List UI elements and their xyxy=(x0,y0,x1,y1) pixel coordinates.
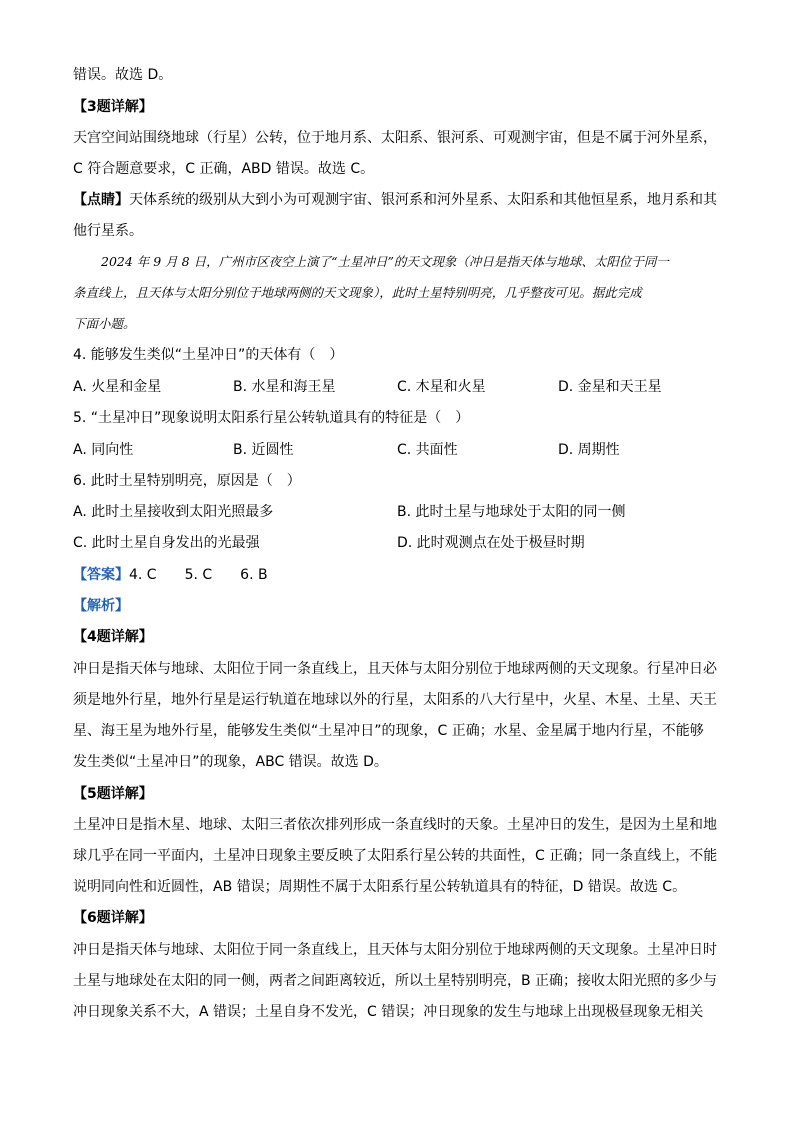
answer-label: 【答案】 xyxy=(73,567,129,583)
analysis-label: 【解析】 xyxy=(73,598,129,614)
q3-body-line: C 符合题意要求，C 正确，ABD 错误。故选 C。 xyxy=(73,161,375,177)
question-4-stem: 4. 能够发生类似“土星冲日”的天体有（ ） xyxy=(73,347,344,363)
q4-option-b: B. 水星和海王星 xyxy=(233,379,336,395)
question-5-stem: 5. “土星冲日”现象说明太阳系行星公转轨道具有的特征是（ ） xyxy=(73,410,470,426)
q5-body-line: 土星冲日是指木星、地球、太阳三者依次排列形成一条直线时的天象。土星冲日的发生，是因为土星和地 xyxy=(73,817,717,833)
q6-option-d: D. 此时观测点在处于极昼时期 xyxy=(397,535,585,551)
q4-option-a: A. 火星和金星 xyxy=(73,379,162,395)
q4-body-line: 冲日是指天体与地球、太阳位于同一条直线上，且天体与太阳分别位于地球两侧的天文现象。行星冲日必 xyxy=(73,661,717,677)
q5-option-c: C. 共面性 xyxy=(397,442,458,458)
tip-text: 天体系统的级别从大到小为可观测宇宙、银河系和河外星系、太阳系和其他恒星系，地月系和其 xyxy=(129,192,717,208)
q6-option-b: B. 此时土星与地球处于太阳的同一侧 xyxy=(397,504,626,520)
q5-body-line: 说明同向性和近圆性，AB 错误；周期性不属于太阳系行星公转轨道具有的特征，D 错误。故选 C。 xyxy=(73,879,687,895)
q4-header: 【4题详解】 xyxy=(73,629,153,645)
tip-label: 【点睛】 xyxy=(73,192,129,208)
q6-option-c: C. 此时土星自身发出的光最强 xyxy=(73,535,260,551)
tip-body-line: 他行星系。 xyxy=(73,223,143,239)
q4-option-c: C. 木星和火星 xyxy=(397,379,486,395)
q4-body-line: 须是地外行星，地外行星是运行轨道在地球以外的行星，太阳系的八大行星中，火星、木星、土星、天王 xyxy=(73,692,717,708)
q5-option-a: A. 同向性 xyxy=(73,442,134,458)
q4-option-d: D. 金星和天王星 xyxy=(558,379,662,395)
q5-header: 【5题详解】 xyxy=(73,786,153,802)
passage-line: 条直线上，且天体与太阳分别位于地球两侧的天文现象），此时土星特别明亮，几乎整夜可见。据此完成 xyxy=(73,285,642,300)
q3-tail: 错误。故选 D。 xyxy=(73,67,173,83)
q6-option-a: A. 此时土星接收到太阳光照最多 xyxy=(73,504,274,520)
passage-line: 2024 年 9 月 8 日，广州市区夜空上演了“土星冲日”的天文现象（冲日是指天体与地球、太阳位于同一 xyxy=(101,254,669,269)
q4-body-line: 发生类似“土星冲日”的现象，ABC 错误。故选 D。 xyxy=(73,754,388,770)
q6-body-line: 土星与地球处在太阳的同一侧，两者之间距离较近，所以土星特别明亮，B 正确；接收太阳光照的多少与 xyxy=(73,973,718,989)
passage-line: 下面小题。 xyxy=(73,316,136,331)
q3-header: 【3题详解】 xyxy=(73,99,153,115)
q5-option-d: D. 周期性 xyxy=(558,442,620,458)
answer-values: 4. C 5. C 6. B xyxy=(129,567,268,583)
q5-body-line: 球几乎在同一平面内，土星冲日现象主要反映了太阳系行星公转的共面性，C 正确；同一条直线上，不能 xyxy=(73,848,718,864)
q6-body-line: 冲日现象关系不大，A 错误；土星自身不发光，C 错误；冲日现象的发生与地球上出现极昼现象无相关 xyxy=(73,1004,704,1020)
tip-line xyxy=(73,190,717,210)
question-6-stem: 6. 此时土星特别明亮，原因是（ ） xyxy=(73,473,301,489)
q4-body-line: 星、海王星为地外行星，能够发生类似“土星冲日”的现象，C 正确；水星、金星属于地内行星，不能够 xyxy=(73,723,704,739)
q3-body-line: 天宫空间站围绕地球（行星）公转，位于地月系、太阳系、银河系、可观测宇宙，但是不属于河外星系， xyxy=(73,130,717,146)
q6-header: 【6题详解】 xyxy=(73,910,153,926)
q5-option-b: B. 近圆性 xyxy=(233,442,294,458)
answer-line xyxy=(73,565,268,585)
q6-body-line: 冲日是指天体与地球、太阳位于同一条直线上，且天体与太阳分别位于地球两侧的天文现象。土星冲日时 xyxy=(73,942,717,958)
